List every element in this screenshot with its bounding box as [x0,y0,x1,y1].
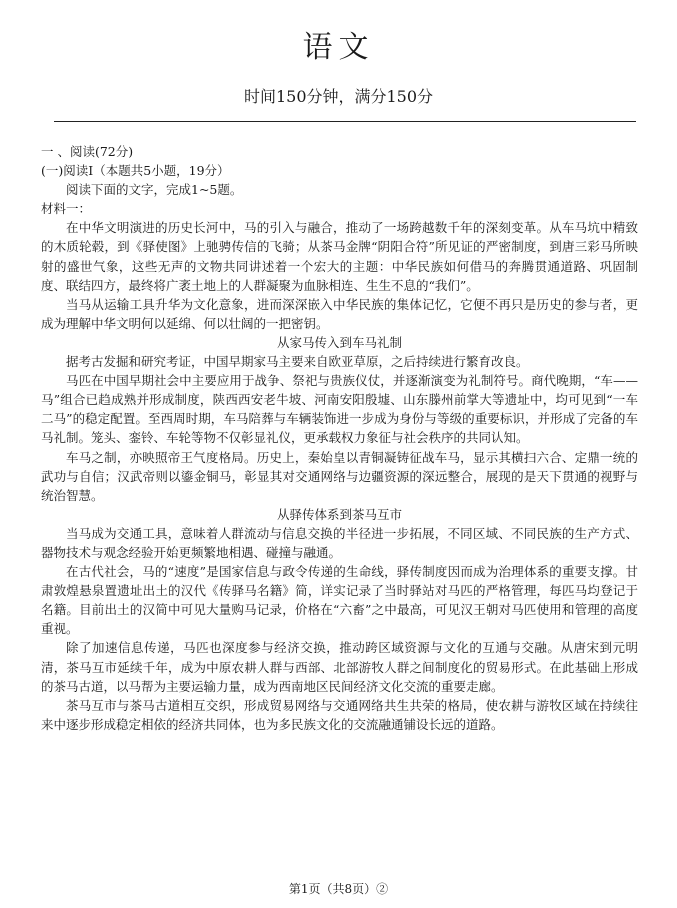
exam-subtitle: 时间150分钟，满分150分 [243,87,434,106]
paragraph-6: 当马成为交通工具，意味着人群流动与信息交换的半径进一步拓展，不同区域、不同民族的生产方式、器物技术与观念经验开始更频繁地相遇、碰撞与融通。 [41,525,638,560]
paragraph-8: 除了加速信息传递，马匹也深度参与经济交换，推动跨区域资源与文化的互通与交融。从唐宋到元明清，茶马互市延续千年，成为中原农耕人群与西部、北部游牧人群之间制度化的贸易形式。在此基础上形成的茶马古道，以马帮为主要运输力量，成为西南地区民间经济文化交流的重要走廊。 [41,640,638,694]
paragraph-1: 在中华文明演进的历史长河中，马的引入与融合，推动了一场跨越数千年的深刻变革。从车马坑中精致的木质轮毂，到《驿使图》上驰骋传信的飞骑；从茶马金牌“阴阳合符”所见证的严密制度，到唐三彩马所映射的盛世气象，这些无声的文物共同讲述着一个宏大的主题：中华民族如何借马的奔腾贯通道路、巩固制度、联结四方，最终将广袤土地上的人群凝聚为血脉相连、生生不息的“我们”。 [41,220,638,293]
paragraph-9: 茶马互市与茶马古道相互交织，形成贸易网络与交通网络共生共荣的格局，使农耕与游牧区域在持续往来中逐步形成稳定相依的经济共同体，也为多民族文化的交流融通铺设长远的道路。 [41,697,638,732]
subheading-2: 从驿传体系到茶马互市 [276,506,402,522]
exam-title: 语文 [302,30,375,65]
reading-content [41,142,638,734]
instruction: 阅读下面的文字，完成1~5题。 [66,182,243,198]
part-heading: (一)阅读I（本题共5小题，19分） [41,163,230,179]
material-label: 材料一： [41,201,92,217]
paragraph-2: 当马从运输工具升华为文化意象，进而深深嵌入中华民族的集体记忆，它便不再只是历史的参与者，更成为理解中华文明何以延绵、何以壮阔的一把密钥。 [41,296,638,331]
paragraph-4: 马匹在中国早期社会中主要应用于战争、祭祀与贵族仪仗，并逐渐演变为礼制符号。商代晚期，“车——马”组合已趋成熟并形成制度，陕西西安老牛坡、河南安阳殷墟、山东滕州前掌大等遗址中，均可见到“一车二马”的稳定配置。至西周时期，车马陪葬与车辆装饰进一步成为身份与等级的重要标识，并形成了完备的车马礼制。笼头、銮铃、车轮等物不仅彰显礼仪，更承载权力象征与社会秩序的共同认知。 [41,373,638,446]
header-divider [54,121,636,122]
section-heading: 一 、阅读(72分) [41,144,134,159]
paragraph-7: 在古代社会，马的“速度”是国家信息与政令传递的生命线，驿传制度因而成为治理体系的重要支撑。甘肃敦煌悬泉置遗址出土的汉代《传驿马名籍》简，详实记录了当时驿站对马匹的严格管理，每匹马均登记于名籍。目前出土的汉简中可见大量购马记录，价格在“六畜”之中最高，可见汉王朝对马匹使用和管理的高度重视。 [41,564,638,637]
page-footer: 第1页（共8页）② [288,882,389,896]
subheading-1: 从家马传入到车马礼制 [276,334,402,350]
paragraph-3: 据考古发掘和研究考证，中国早期家马主要来自欧亚草原，之后持续进行繁育改良。 [66,354,529,370]
paragraph-5: 车马之制，亦映照帝王气度格局。历史上，秦始皇以青铜凝铸征战车马，显示其横扫六合、定鼎一统的武功与自信；汉武帝则以鎏金铜马，彰显其对交通网络与边疆资源的深远整合，展现的是天下贯通的视野与统治智慧。 [41,449,638,503]
